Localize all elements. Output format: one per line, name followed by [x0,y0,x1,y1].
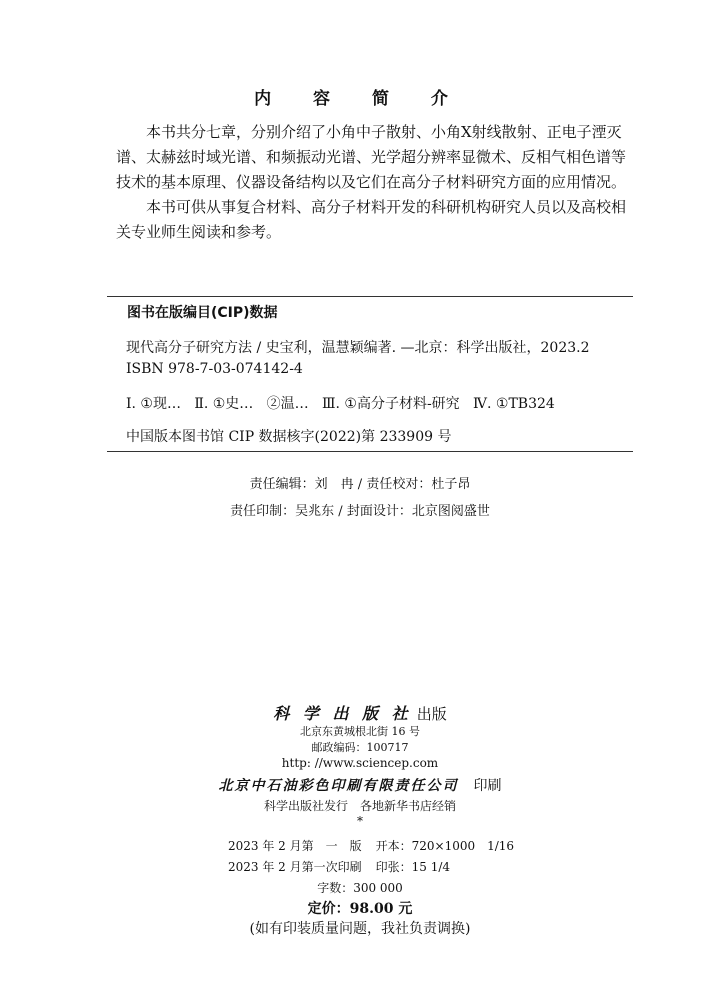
separator-star: * [357,814,363,828]
printing-date: 2023 年 2 月第一次印刷 [228,860,362,874]
publisher-postcode: 邮政编码：100717 [311,741,409,754]
printer-name: 北京中石油彩色印刷有限责任公司 [218,778,459,794]
summary-text [116,120,636,245]
edition-date: 2023 年 2 月第 一 版 [228,839,362,853]
summary-heading: 内 容 简 介 [254,89,466,109]
production-credits: 责任印制：吴兆东 / 封面设计：北京图阅盛世 [230,504,490,519]
printer-suffix: 印刷 [473,778,502,794]
book-format: 开本：720×1000 1/16 [375,839,515,853]
price: 定价：98.00 元 [307,901,413,917]
cip-heading: 图书在版编目(CIP)数据 [127,305,278,321]
quality-notice: (如有印装质量问题，我社负责调换) [249,921,471,937]
cip-block [107,296,633,452]
cip-classification-line: Ⅰ. ①现… Ⅱ. ①史… ②温… Ⅲ. ①高分子材料-研究 Ⅳ. ①TB324 [126,396,555,412]
print-sheets: 印张：15 1/4 [375,860,451,874]
cip-title-line: 现代高分子研究方法 / 史宝利，温慧颖编著. —北京：科学出版社，2023.2 [126,340,590,356]
summary-paragraph-1: 本书共分七章，分别介绍了小角中子散射、小角X射线散射、正电子湮灭谱、太赫兹时域光谱、和频振动光谱、光学超分辨率显微术、反相气相色谱等技术的基本原理、仪器设备结构以及它们在高分子材料研究方面的应用情况。 [116,123,627,191]
publisher-address: 北京东黄城根北街 16 号 [300,725,420,738]
distribution-line: 科学出版社发行 各地新华书店经销 [263,799,456,813]
printing-line [228,858,450,875]
cip-isbn-line: ISBN 978-7-03-074142-4 [126,361,303,377]
publisher-name: 科 学 出 版 社 [273,704,412,723]
summary-paragraph-2: 本书可供从事复合材料、高分子材料开发的科研机构研究人员以及高校相关专业师生阅读和参考。 [116,198,627,241]
printer-line [0,775,720,795]
edition-line [228,837,514,854]
publisher-suffix: 出版 [416,705,447,723]
editor-credits: 责任编辑：刘 冉 / 责任校对：杜子昂 [249,477,471,492]
publisher-website: http: //www.sciencep.com [281,756,439,770]
cip-record-number: 中国版本图书馆 CIP 数据核字(2022)第 233909 号 [126,429,452,445]
publisher-line [0,701,720,724]
word-count: 字数：300 000 [317,881,403,895]
